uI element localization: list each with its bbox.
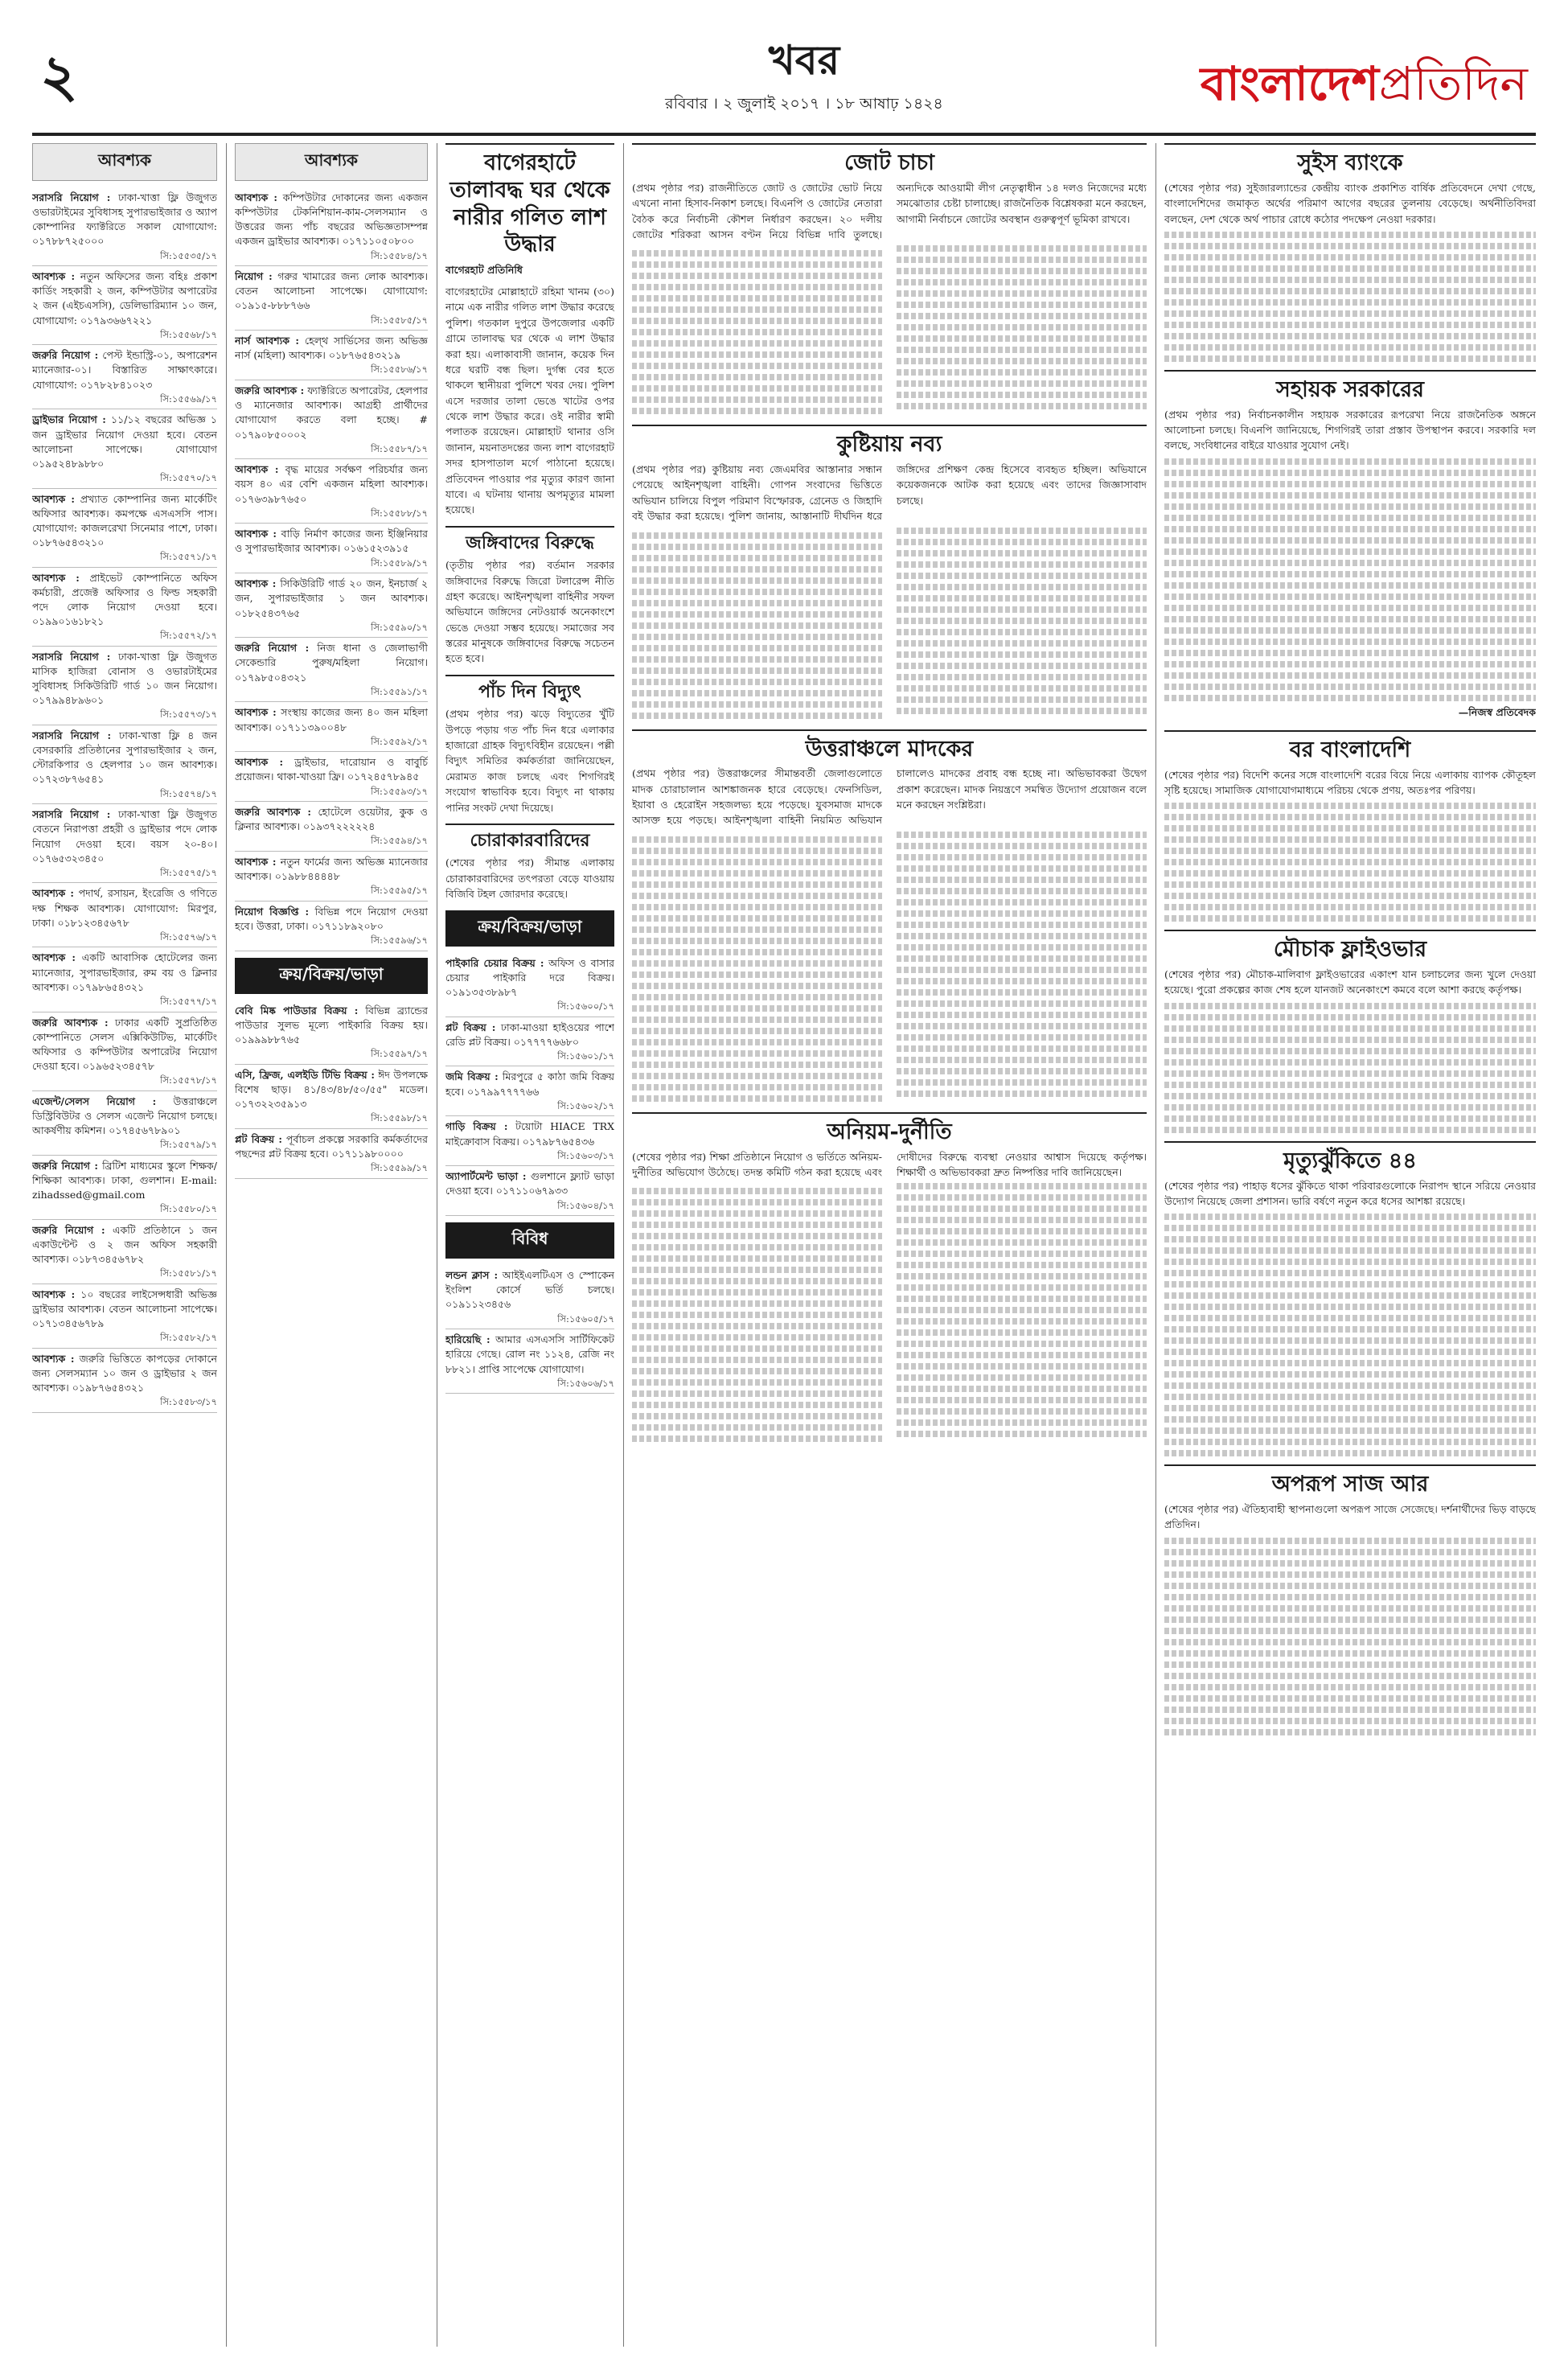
ad-text: ড্রাইভার, দারোয়ান ও বাবুর্চি প্রয়োজন। থাকা-খাওয়া ফ্রি। ০১৭২৪৫৭৮৯৪৫: [235, 756, 428, 783]
story-text-lines: [632, 832, 1147, 1104]
ad-lead: এসি, ফ্রিজ, এলইডি টিভি বিক্রয় :: [235, 1069, 375, 1082]
ad-code: সি:১৫৫৯০/১৭: [371, 621, 428, 633]
story-body: (প্রথম পৃষ্ঠার পর) ঝড়ে বিদ্যুতের খুঁটি উপড়ে পড়ায় গত পাঁচ দিন ধরে এলাকার হাজারো গ্রাহক বিদ্যুৎবিহীন রয়েছেন। পল্লী বিদ্যুৎ সমিতির কর্মকর্তারা জানিয়েছেন, মেরামত কাজ চলছে এবং শিগগিরই সংযোগ স্বাভাবিক হবে। বিদ্যুৎ না থাকায় পানির সংকট দেখা দিয়েছে।: [445, 708, 614, 814]
ad-lead: আবশ্যক :: [235, 856, 277, 869]
ad-code: সি:১৫৫৮০/১৭: [160, 1203, 217, 1215]
ad-code: সি:১৫৫৯১/১৭: [371, 685, 428, 697]
classified-ad: [235, 1000, 428, 1065]
ad-code: সি:১৫৫৮৬/১৭: [371, 363, 428, 376]
ad-text: ঢাকা-খাত্তা ফ্লি উজুগত মাসিক হাজিরা বোনাস ও ওভারটাইমের সুবিধাসহ সিকিউরিটি গার্ড ১০ জন নিয়োগ। ০১৭৯৯৪৮৯৬০১: [32, 650, 217, 707]
ad-lead: আবশ্যক :: [235, 191, 278, 203]
classified-column-2: [235, 143, 428, 1179]
story-body: (প্রথম পৃষ্ঠার পর) উত্তরাঞ্চলের সীমান্তবর্তী জেলাগুলোতে মাদক চোরাচালান আশঙ্কাজনক হারে বেড়েছে। ফেনসিডিল, ইয়াবা ও হেরোইন সহজলভ্য হয়ে পড়েছে। যুবসমাজ মাদকে আসক্ত হয়ে পড়ছে। আইনশৃঙ্খলা বাহিনী নিয়মিত অভিযান চালালেও মাদকের প্রবাহ বন্ধ হচ্ছে না। অভিভাবকরা উদ্বেগ প্রকাশ করেছেন। মাদক নিয়ন্ত্রণে সমন্বিত উদ্যোগ প্রয়োজন বলে মনে করছেন সংশ্লিষ্টরা।: [632, 767, 1147, 827]
classified-ad: [445, 1066, 614, 1116]
ad-code: সি:১৫৬০১/১৭: [557, 1049, 614, 1062]
column-rule: [1155, 143, 1156, 2347]
news-column-3: [445, 143, 614, 1394]
ad-text: ঢাকার একটি সুপ্রতিষ্ঠিত কোম্পানিতে সেলস এক্সিকিউটিভ, মার্কেটিং অফিসার ও কম্পিউটার অপারেটর নিয়োগ দেওয়া হবে। ০১৯৬৫২৩৪৫৭৮: [32, 1016, 217, 1072]
ad-lead: আবশ্যক :: [235, 577, 277, 590]
news-story: [632, 1112, 1147, 1445]
ad-code: সি:১৫৫৭৯/১৭: [160, 1139, 217, 1151]
news-story: [445, 143, 614, 518]
ad-code: সি:১৫৫৭৬/১৭: [160, 930, 217, 943]
news-story: [632, 729, 1147, 1104]
story-body: বাগেরহাটের মোল্লাহাটে রহিমা খানম (৩০) নামে এক নারীর গলিত লাশ উদ্ধার করেছে পুলিশ। গতকাল দুপুরে উপজেলার একটি গ্রামে তালাবদ্ধ ঘর থেকে এ লাশ উদ্ধার করা হয়। এলাকাবাসী জানান, কয়েক দিন ধরে ঘরটি বন্ধ ছিল। দুর্গন্ধ বের হতে থাকলে স্থানীয়রা পুলিশে খবর দেয়। পুলিশ এসে দরজার তালা ভেঙে খাটের ওপর থেকে লাশ উদ্ধার করে। ওই নারীর স্বামী পলাতক রয়েছেন। মোল্লাহাট থানার ওসি জানান, ময়নাতদন্তের জন্য লাশ বাগেরহাট সদর হাসপাতাল মর্গে পাঠানো হয়েছে। প্রতিবেদন পাওয়ার পর মৃত্যুর কারণ জানা যাবে। এ ঘটনায় থানায় অপমৃত্যুর মামলা হয়েছে।: [445, 285, 614, 516]
story-body: (শেষের পৃষ্ঠার পর) বিদেশি কনের সঙ্গে বাংলাদেশি বরের বিয়ে নিয়ে এলাকায় ব্যাপক কৌতূহল সৃষ্টি হয়েছে। সামাজিক যোগাযোগমাধ্যমে পরিচয় থেকে প্রণয়, অতঃপর পরিণয়।: [1164, 768, 1536, 796]
ad-text: কম্পিউটার দোকানের জন্য একজন কম্পিউটার টেকনিশিয়ান-কাম-সেলসম্যান ও উত্তরের জন্য পাঁচ বছরের অভিজ্ঞতাসম্পন্ন একজন ড্রাইভার আবশ্যক। ০১৭১১০৫০৮০০: [235, 191, 428, 248]
newspaper-logo: [1201, 48, 1528, 126]
classified-ad: [32, 409, 217, 488]
ad-lead: প্লট বিক্রয় :: [235, 1133, 283, 1146]
ad-text: নতুন ফার্মের জন্য অভিজ্ঞ ম্যানেজার আবশ্যক। ০১৯৮৮৪৪৪৪৮: [235, 856, 428, 883]
headline: জোট চাচা: [632, 143, 1147, 180]
ad-text: ঈদ উপলক্ষে বিশেষ ছাড়। ৪১/৪৩/৪৮/৫০/৫৫" মডেল। ০১৭৩২২৩৫৯১৩: [235, 1069, 428, 1111]
ad-lead: প্লট বিক্রয় :: [445, 1021, 496, 1033]
story-body: (শেষের পৃষ্ঠার পর) ঐতিহ্যবাহী স্থাপনাগুলো অপরূপ সাজে সেজেছে। দর্শনার্থীদের ভিড় বাড়ছে প্রতিদিন।: [1164, 1503, 1536, 1531]
ad-text: হেল্থ সার্ভিসের জন্য অভিজ্ঞ নার্স (মহিলা) আবশ্যক। ০১৮৭৬৫৪৩২১৯: [235, 335, 428, 362]
news-story: [445, 675, 614, 815]
classified-ad: [445, 1329, 614, 1394]
ad-text: উত্তরাঞ্চলে ডিস্ট্রিবিউটর ও সেলস এজেন্ট নিয়োগ চলছে। আকর্ষণীয় কমিশন। ০১৭৪৫৬৭৮৯০১: [32, 1095, 217, 1136]
brand-part-2: প্রতিদিন: [1378, 56, 1528, 111]
ad-lead: সরাসরি নিয়োগ :: [32, 650, 111, 663]
classified-ad: [235, 702, 428, 752]
ad-text: ১০ বছরের লাইসেন্সধারী অভিজ্ঞ ড্রাইভার আবশ্যক। বেতন আলোচনা সাপেক্ষে। ০১৭১৩৪৫৬৭৮৯: [32, 1288, 217, 1330]
ad-code: সি:১৫৬০৪/১৭: [557, 1199, 614, 1211]
ad-lead: পাইকারি চেয়ার বিক্রয় :: [445, 956, 544, 969]
ad-code: সি:১৫৫৭৪/১৭: [160, 787, 217, 799]
classified-ad: [32, 266, 217, 345]
ad-text: প্রখ্যাত কোম্পানির জন্য মার্কেটিং অফিসার আবশ্যক। কমপক্ষে এসএসসি পাস। যোগাযোগ: কাজলরেখা সিনেমার পাশে, ঢাকা। ০১৮৭৬৫৪৩২১০: [32, 492, 217, 548]
misc-list: [445, 1265, 614, 1394]
ad-code: সি:১৫৫৮২/১৭: [160, 1332, 217, 1344]
sale-list: [445, 953, 614, 1217]
story-text-lines: [1164, 232, 1536, 362]
ad-text: বিভিন্ন ব্র্যান্ডের পাউডার সুলভ মূল্যে পাইকারি বিক্রয় হয়। ০১৯৯৯৮৮৭৬৫: [235, 1004, 428, 1046]
ad-text: ১১/১২ বছরের অভিজ্ঞ ১ জন ড্রাইভার নিয়োগ দেওয়া হবে। বেতন আলোচনা সাপেক্ষে। যোগাযোগ ০১৯৫২৪৮৯৮৮০: [32, 413, 217, 470]
ad-text: অফিস ও বাসার চেয়ার পাইকারি দরে বিক্রয়। ০১৯১৩৫৩৮৯৮৭: [445, 956, 614, 998]
ad-lead: জরুরি নিয়োগ :: [32, 1223, 105, 1236]
ad-code: সি:১৫৫৯২/১৭: [371, 735, 428, 747]
ad-lead: আবশ্যক :: [32, 887, 74, 900]
ad-lead: আবশ্যক :: [32, 571, 80, 584]
ad-lead: আবশ্যক :: [32, 1288, 76, 1300]
classified-ad: [32, 1091, 217, 1156]
headline: পাঁচ দিন বিদ্যুৎ: [445, 675, 614, 707]
news-story: [1164, 1464, 1536, 1735]
misc-header: বিবিধ: [445, 1222, 614, 1259]
ad-code: সি:১৫৫৭০/১৭: [160, 471, 217, 483]
ad-code: সি:১৫৫৮৪/১৭: [371, 249, 428, 261]
ad-code: সি:১৫৫৯৯/১৭: [371, 1162, 428, 1174]
ad-text: আমার এসএসসি সার্টিফিকেট হারিয়ে গেছে। রোল নং ১১২৪, রেজি নং ৮৮২১। প্রাপ্তি সাপেক্ষে যোগাযোগ।: [445, 1333, 614, 1375]
story-text-lines: [1164, 458, 1536, 701]
ad-code: সি:১৫৫৮৫/১৭: [371, 314, 428, 326]
sale-list: [235, 1000, 428, 1179]
ad-lead: জরুরি নিয়োগ :: [32, 1159, 98, 1172]
classified-ad: [235, 1129, 428, 1179]
story-text-lines: [1164, 1214, 1536, 1456]
ad-code: সি:১৫৫৬৮/১৭: [160, 328, 217, 340]
ad-code: সি:১৫৫৮১/১৭: [160, 1267, 217, 1279]
masthead: [32, 16, 1536, 137]
ad-text: সিকিউরিটি গার্ড ২০ জন, ইনচার্জ ২ জন, সুপারভাইজার ১ জন আবশ্যক। ০১৮২৫৪৩৭৬৫: [235, 577, 428, 619]
classified-ad: [445, 1166, 614, 1216]
classified-ad: [235, 524, 428, 573]
classified-ad: [445, 1265, 614, 1329]
section-title: খবর: [768, 36, 840, 84]
news-story: [1164, 1141, 1536, 1457]
story-body: (তৃতীয় পৃষ্ঠার পর) বর্তমান সরকার জঙ্গিবাদের বিরুদ্ধে জিরো টলারেন্স নীতি গ্রহণ করেছে। আইনশৃঙ্খলা বাহিনীর সফল অভিযানে জঙ্গিদের নেটওয়ার্ক অনেকাংশে ভেঙে দেওয়া সম্ভব হয়েছে। সমাজের সব স্তরের মানুষকে জঙ্গিবাদের বিরুদ্ধে সচেতন হতে হবে।: [445, 559, 614, 665]
ad-text: প্রাইভেট কোম্পানিতে অফিস কর্মচারী, প্রজেক্ট অফিসার ও ফিল্ড সহকারী পদে লোক নিয়োগ দেওয়া হবে। ০১৯৯০১৬১৮২১: [32, 571, 217, 628]
news-story: [1164, 930, 1536, 1133]
ad-text: ঢাকা-খাত্তা ফ্লি ৪ জন বেসরকারি প্রতিষ্ঠানের সুপারভাইজার ২ জন, স্টোরকিপার ও হেলপার ১০ জন আবশ্যক। ০১৭২৩৮৭৬৫৪১: [32, 729, 217, 786]
headline: সুইস ব্যাংকে: [1164, 143, 1536, 180]
story-body: (প্রথম পৃষ্ঠার পর) কুষ্টিয়ায় নব্য জেএমবির আস্তানার সন্ধান পেয়েছে আইনশৃঙ্খলা বাহিনী। গোপন সংবাদের ভিত্তিতে অভিযান চালিয়ে বিপুল পরিমাণ বিস্ফোরক, গ্রেনেড ও জিহাদি বই উদ্ধার করা হয়েছে। পুলিশ জানায়, আস্তানাটি দীর্ঘদিন ধরে জঙ্গিদের প্রশিক্ষণ কেন্দ্র হিসেবে ব্যবহৃত হচ্ছিল। অভিযানে কয়েকজনকে আটক করা হয়েছে এবং তাদের জিজ্ঞাসাবাদ চলছে।: [632, 463, 1147, 523]
ad-text: বাড়ি নির্মাণ কাজের জন্য ইঞ্জিনিয়ার ও সুপারভাইজার আবশ্যক। ০১৬১৫২৩৯১৫: [235, 528, 428, 555]
sale-header: ক্রয়/বিক্রয়/ভাড়া: [235, 958, 428, 994]
column-rule: [226, 143, 227, 2347]
news-story: [1164, 143, 1536, 362]
ad-text: আইইএলটিএস ও স্পোকেন ইংলিশ কোর্সে ভর্তি চলছে। ০১৯১১২৩৪৫৬: [445, 1269, 614, 1311]
classified-ad: [32, 187, 217, 266]
ad-lead: আবশ্যক :: [32, 270, 76, 283]
ad-text: সংস্থায় কাজের জন্য ৪০ জন মহিলা আবশ্যক। ০১৭১১৩৯০০৪৮: [235, 706, 428, 733]
ad-lead: এজেন্ট/সেলস নিয়োগ :: [32, 1095, 157, 1107]
classified-ad: [32, 947, 217, 1012]
ad-text: টয়োটা HIACE TRX মাইক্রোবাস বিক্রয়। ০১৭৯৮৭৬৫৪৩৬: [445, 1120, 614, 1148]
classified-ad: [32, 883, 217, 947]
story-text-lines: [1164, 803, 1536, 922]
ad-lead: আবশ্যক :: [235, 463, 279, 476]
ad-code: সি:১৫৫৭৩/১৭: [160, 709, 217, 721]
ad-lead: জরুরি আবশ্যক :: [235, 384, 305, 397]
brand-part-1: বাংলাদেশ: [1200, 56, 1379, 111]
ad-lead: নার্স আবশ্যক :: [235, 335, 300, 347]
ad-lead: আবশ্যক :: [32, 1352, 75, 1365]
classified-ad: [235, 752, 428, 802]
story-body: (শেষের পৃষ্ঠার পর) মৌচাক-মালিবাগ ফ্লাইওভারের একাংশ যান চলাচলের জন্য খুলে দেওয়া হয়েছে। পুরো প্রকল্পের কাজ শেষ হলে যানজট অনেকাংশে কমবে বলে আশা করছে কর্তৃপক্ষ।: [1164, 968, 1536, 996]
ad-lead: ড্রাইভার নিয়োগ :: [32, 413, 106, 426]
ad-lead: আবশ্যক :: [235, 706, 277, 719]
ad-text: মিরপুরে ৫ কাঠা জমি বিক্রয় হবে। ০১৭৯৯৭৭৭৭৬৬: [445, 1070, 614, 1098]
classified-ad: [235, 380, 428, 459]
ad-lead: জরুরি নিয়োগ :: [235, 642, 310, 655]
headline: অনিয়ম-দুর্নীতি: [632, 1112, 1147, 1149]
headline: মৌচাক ফ্লাইওভার: [1164, 930, 1536, 967]
classified-ad: [235, 459, 428, 524]
story-credit: —নিজস্ব প্রতিবেদক: [1458, 705, 1536, 718]
ad-lead: সরাসরি নিয়োগ :: [32, 729, 112, 742]
ad-text: ঢাকা-মাওয়া হাইওয়ের পাশে রেডি প্লট বিক্রয়। ০১৭৭৭৭৬৬৮০: [445, 1021, 614, 1048]
classified-list: [32, 187, 217, 1413]
news-story: [632, 425, 1147, 721]
classified-ad: [235, 902, 428, 951]
ad-code: সি:১৫৫৯৬/১৭: [371, 934, 428, 947]
classified-ad: [32, 489, 217, 568]
ad-lead: সরাসরি নিয়োগ :: [32, 191, 111, 203]
ad-text: বিভিন্ন পদে নিয়োগ দেওয়া হবে। উত্তরা, ঢাকা। ০১৭১১৮৯২০৮০: [235, 906, 428, 933]
classified-ad: [32, 568, 217, 647]
classified-ad: [32, 804, 217, 883]
classified-ad: [32, 1284, 217, 1349]
story-text-lines: [632, 1183, 1147, 1444]
news-story: [445, 824, 614, 902]
ad-lead: সরাসরি নিয়োগ :: [32, 808, 111, 821]
ad-code: সি:১৫৫৮৭/১৭: [371, 442, 428, 454]
ad-lead: আবশ্যক :: [32, 492, 76, 505]
classified-ad: [445, 953, 614, 1017]
column-rule: [623, 143, 624, 2347]
classified-ad: [445, 1017, 614, 1067]
headline: কুষ্টিয়ায় নব্য: [632, 425, 1147, 462]
story-body: (শেষের পৃষ্ঠার পর) সীমান্ত এলাকায় চোরাকারবারিদের তৎপরতা বেড়ে যাওয়ায় বিজিবি টহল জোরদার করেছে।: [445, 856, 614, 901]
classified-ad: [235, 802, 428, 852]
ad-text: হোটেলে ওয়েটার, কুক ও ক্লিনার আবশ্যক। ০১৯৩৭২২২২২৪: [235, 806, 428, 833]
ad-code: সি:১৫৫৭১/১৭: [160, 551, 217, 563]
story-text-lines: [632, 245, 1147, 417]
story-text-lines: [632, 528, 1147, 721]
ad-code: সি:১৫৫৭২/১৭: [160, 630, 217, 642]
ad-lead: জরুরি আবশ্যক :: [32, 1016, 109, 1029]
classified-ad: [32, 1012, 217, 1091]
story-body: (শেষের পৃষ্ঠার পর) পাহাড় ধসের ঝুঁকিতে থাকা পরিবারগুলোকে নিরাপদ স্থানে সরিয়ে নেওয়ার উদ্যোগ নিয়েছে জেলা প্রশাসন। ভারি বর্ষণে নতুন করে ধসের আশঙ্কা রয়েছে।: [1164, 1179, 1536, 1207]
classified-ad: [32, 345, 217, 409]
ad-code: সি:১৫৫৯৩/১৭: [371, 785, 428, 797]
classified-list: [235, 187, 428, 951]
classified-ad: [32, 1220, 217, 1284]
ad-text: জরুরি ভিত্তিতে কাপড়ের দোকানে জন্য সেলসম্যান ১০ জন ও ড্রাইভার ২ জন আবশ্যক। ০১৯৮৭৬৫৪৩২১: [32, 1352, 217, 1394]
news-story: [1164, 730, 1536, 922]
ad-text: পূর্বাচল প্রকল্পে সরকারি কর্মকর্তাদের পছন্দের প্লট বিক্রয় হবে। ০১৭১১৯৮০০০০: [235, 1133, 428, 1160]
headline: বর বাংলাদেশি: [1164, 730, 1536, 767]
classified-header: আবশ্যক: [32, 143, 217, 181]
ad-lead: আবশ্যক :: [235, 528, 277, 540]
ad-code: সি:১৫৫৯৫/১৭: [371, 885, 428, 897]
ad-code: সি:১৫৫৮৩/১৭: [160, 1396, 217, 1408]
ad-lead: নিয়োগ :: [235, 270, 273, 283]
ad-lead: জমি বিক্রয় :: [445, 1070, 499, 1083]
ad-text: ফ্যাক্টরিতে অপারেটর, হেলপার ও ম্যানেজার আবশ্যক। আগ্রহী প্রার্থীদের যোগাযোগ করতে বলা হচ্ছে। # ০১৭৯০৮৫০০০২: [235, 384, 428, 441]
ad-text: একটি আবাসিক হোটেলের জন্য ম্যানেজার, সুপারভাইজার, রুম বয় ও ক্লিনার আবশ্যক। ০১৭৯৮৬৫৪৩২১: [32, 951, 217, 993]
ad-lead: অ্যাপার্টমেন্ট ভাড়া :: [445, 1170, 527, 1183]
ad-code: সি:১৫৬০০/১৭: [557, 1000, 614, 1012]
ad-text: গরুর খামারের জন্য লোক আবশ্যক। বেতন আলোচনা সাপেক্ষে। যোগাযোগ: ০১৯১৫-৮৮৮৭৬৬: [235, 270, 428, 312]
ad-text: ঢাকা-খাত্তা ফ্লি উজুগত বেতনে নিরাপত্তা প্রহরী ও ড্রাইভার পদে লোক নিয়োগ দেওয়া হবে। বয়স ২০-৪০। ০১৭৬৫৩২৩৪৫০: [32, 808, 217, 865]
ad-lead: হারিয়েছি :: [445, 1333, 491, 1346]
headline: চোরাকারবারিদের: [445, 824, 614, 856]
classified-column-1: [32, 143, 217, 1413]
news-story: [445, 526, 614, 667]
classified-ad: [235, 638, 428, 702]
classified-ad: [235, 573, 428, 638]
ad-lead: জরুরি নিয়োগ :: [32, 349, 99, 362]
ad-text: নতুন অফিসের জন্য বহিঃ প্রকাশ কার্ডিং সহকারী ২ জন, কম্পিউটার অপারেটর ২ জন (এইচএসসি), ডেলিভারিম্যান ১০ জন, যোগাযোগ: ০১৭৯৩৬৬৭২২১: [32, 270, 217, 327]
ad-code: সি:১৫৫৮৯/১৭: [371, 557, 428, 569]
classified-ad: [32, 1156, 217, 1220]
ad-text: পেস্ট ইন্ডাস্ট্রি-০১, অপারেশন ম্যানেজার-০১। বিস্তারিত সাক্ষাৎকারে। যোগাযোগ: ০১৭৮২৮৪১০২৩: [32, 349, 217, 391]
headline: জঙ্গিবাদের বিরুদ্ধে: [445, 526, 614, 558]
ad-code: সি:১৫৫৩৫/১৭: [160, 249, 217, 261]
ad-code: সি:১৫৬০৬/১৭: [557, 1377, 614, 1389]
classified-ad: [445, 1116, 614, 1166]
ad-code: সি:১৫৫৭৮/১৭: [160, 1074, 217, 1086]
story-body: (প্রথম পৃষ্ঠার পর) নির্বাচনকালীন সহায়ক সরকারের রূপরেখা নিয়ে রাজনৈতিক অঙ্গনে আলোচনা চলছে। বিএনপি জানিয়েছে, শিগগিরই তারা প্রস্তাব উপস্থাপন করবে। সরকারি দল বলছে, সংবিধানের বাইরে যাওয়ার সুযোগ নেই।: [1164, 408, 1536, 452]
ad-lead: লন্ডন ক্লাস :: [445, 1269, 499, 1282]
story-text-lines: [1164, 1003, 1536, 1133]
ad-lead: আবশ্যক :: [32, 951, 76, 964]
masthead-rule: [32, 133, 1536, 136]
headline: সহায়ক সরকারের: [1164, 370, 1536, 407]
story-body: (শেষের পৃষ্ঠার পর) সুইজারল্যান্ডের কেন্দ্রীয় ব্যাংক প্রকাশিত বার্ষিক প্রতিবেদনে দেখা গেছে, বাংলাদেশিদের জমাকৃত অর্থের পরিমাণ আগের বছরের তুলনায় বেড়েছে। অর্থনীতিবিদরা বলছেন, দেশ থেকে অর্থ পাচার রোধে কঠোর পদক্ষেপ নেওয়া দরকার।: [1164, 181, 1536, 225]
ad-text: গুলশানে ফ্ল্যাট ভাড়া দেওয়া হবে। ০১৭১১০৬৭৯৩৩: [445, 1170, 614, 1197]
ad-code: সি:১৫৬০৩/১৭: [557, 1149, 614, 1161]
classified-header: আবশ্যক: [235, 143, 428, 181]
ad-code: সি:১৫৫৯৭/১৭: [371, 1048, 428, 1060]
story-body: (প্রথম পৃষ্ঠার পর) রাজনীতিতে জোট ও জোটের ভোট নিয়ে এখনো নানা হিসাব-নিকাশ চলছে। বিএনপি ও জোটের নেতারা বৈঠক করে নির্বাচনী কৌশল নির্ধারণ করছেন। ২০ দলীয় জোটের শরিকরা আসন বণ্টন নিয়ে বিভিন্ন দাবি তুলছে। অন্যদিকে আওয়ামী লীগ নেতৃত্বাধীন ১৪ দলও নিজেদের মধ্যে সমঝোতার চেষ্টা চালাচ্ছে। রাজনৈতিক বিশ্লেষকরা মনে করছেন, আগামী নির্বাচনে জোটের অবস্থান গুরুত্বপূর্ণ ভূমিকা রাখবে।: [632, 181, 1147, 240]
headline: উত্তরাঞ্চলে মাদকের: [632, 729, 1147, 766]
ad-lead: জরুরি আবশ্যক :: [235, 806, 311, 819]
story-body: (শেষের পৃষ্ঠার পর) শিক্ষা প্রতিষ্ঠানে নিয়োগ ও ভর্তিতে অনিয়ম-দুর্নীতির অভিযোগ উঠেছে। তদন্ত কমিটি গঠন করা হয়েছে এবং দোষীদের বিরুদ্ধে ব্যবস্থা নেওয়ার আশ্বাস দিয়েছে কর্তৃপক্ষ। শিক্ষার্থী ও অভিভাবকরা দ্রুত নিষ্পত্তির দাবি জানিয়েছেন।: [632, 1150, 1147, 1178]
ad-text: পদার্থ, রসায়ন, ইংরেজি ও গণিতে দক্ষ শিক্ষক আবশ্যক। যোগাযোগ: মিরপুর, ঢাকা। ০১৮১২৩৪৫৬৭৮: [32, 887, 217, 929]
byline: বাগেরহাট প্রতিনিধি: [445, 264, 523, 276]
classified-ad: [32, 725, 217, 804]
ad-text: নিজ ধানা ও জেলাভাগী সেকেন্ডারি পুরুষ/মহিলা নিয়োগ। ০১৭৯৮৫০৪৩২১: [235, 642, 428, 684]
ad-code: সি:১৫৫৭৭/১৭: [160, 995, 217, 1007]
classified-ad: [235, 852, 428, 902]
ad-code: সি:১৫৬০৫/১৭: [557, 1312, 614, 1325]
ad-text: বৃদ্ধ মায়ের সর্বক্ষণ পরিচর্যার জন্য বয়স ৪০ এর বেশি একজন মহিলা আবশ্যক। ০১৭৬৩৯৮৭৬৫০: [235, 463, 428, 505]
ad-code: সি:১৫৫৬৯/১৭: [160, 392, 217, 405]
news-column-4: [632, 143, 1147, 1452]
ad-lead: নিয়োগ বিজ্ঞপ্তি :: [235, 906, 310, 918]
ad-lead: গাড়ি বিক্রয় :: [445, 1120, 508, 1133]
classified-ad: [32, 1349, 217, 1413]
classified-ad: [235, 1065, 428, 1129]
sale-header: ক্রয়/বিক্রয়/ভাড়া: [445, 910, 614, 947]
ad-code: সি:১৫৫৯৮/১৭: [371, 1112, 428, 1124]
news-story: [632, 143, 1147, 417]
headline: অপরূপ সাজ আর: [1164, 1464, 1536, 1501]
classified-ad: [235, 331, 428, 380]
headline: মৃত্যুঝুঁকিতে ৪৪: [1164, 1141, 1536, 1178]
classified-ad: [32, 647, 217, 725]
page-number: ২: [40, 41, 78, 109]
ad-text: একটি প্রতিষ্ঠানে ১ জন একাউন্টেন্ট ও ২ জন অফিস সহকারী আবশ্যক। ০১৮৭৩৪৫৬৭৮২: [32, 1223, 217, 1266]
ad-lead: বেবি মিষ্ক পাউডার বিক্রয় :: [235, 1004, 359, 1017]
ad-text: ঢাকা-খাত্তা ফ্লি উজুগত ওভারটাইমের সুবিধাসহ সুপারভাইজার ও অ্যাপ কোম্পানির ফ্যাক্টরিতে সকাল যোগাযোগ: ০১৭৮৮৭২৫০০০: [32, 191, 217, 248]
ad-code: সি:১৫৫৯৪/১৭: [371, 835, 428, 847]
ad-code: সি:১৫৫৭৫/১৭: [160, 866, 217, 878]
ad-code: সি:১৫৫৮৮/১৭: [371, 507, 428, 519]
classified-ad: [235, 187, 428, 266]
headline: বাগেরহাটে তালাবদ্ধ ঘর থেকে নারীর গলিত লাশ উদ্ধার: [445, 143, 614, 261]
classified-ad: [235, 266, 428, 331]
ad-code: সি:১৫৬০২/১৭: [557, 1099, 614, 1111]
ad-text: ব্রিটিশ মাধ্যমের স্কুলে শিক্ষক/শিক্ষিকা আবশ্যক। ঢাকা, গুলশান। E-mail: zihadssed@gmail.com: [32, 1159, 217, 1201]
news-column-5: [1164, 143, 1536, 1744]
story-text-lines: [1164, 1538, 1536, 1735]
ad-lead: আবশ্যক :: [235, 756, 284, 769]
news-story: [1164, 370, 1536, 722]
date-line: রবিবার । ২ জুলাই ২০১৭ । ১৮ আষাঢ় ১৪২৪: [665, 95, 943, 113]
